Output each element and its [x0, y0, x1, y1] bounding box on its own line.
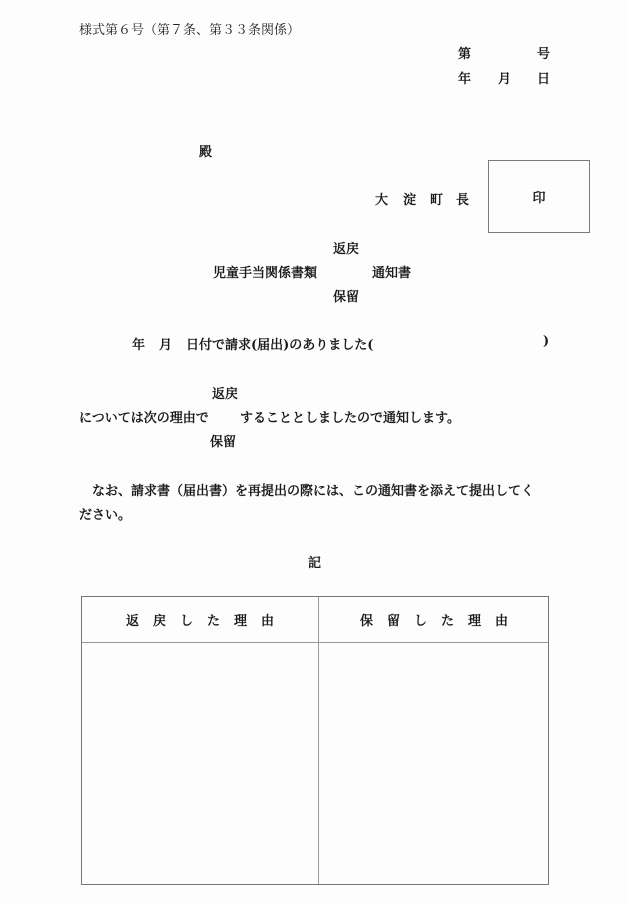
date-line-year: 年: [132, 338, 146, 353]
issuer-char-4: 長: [456, 193, 470, 208]
notice-option-return: 返戻: [212, 387, 239, 402]
seal-label: 印: [532, 191, 546, 206]
date-day: 日: [537, 72, 551, 87]
notice-prefix: については次の理由で: [79, 411, 209, 426]
record-heading: 記: [308, 556, 322, 571]
title-subject: 児童手当関係書類: [213, 266, 318, 281]
date-line-close-paren: ): [543, 334, 550, 349]
reason-table: [81, 596, 549, 885]
title-suffix: 通知書: [372, 266, 412, 281]
note-line-2: ださい。: [79, 508, 132, 523]
issuer-char-3: 町: [430, 193, 444, 208]
title-option-hold: 保留: [333, 290, 360, 305]
title-option-return: 返戻: [333, 242, 360, 257]
date-line-month: 月: [159, 338, 173, 353]
date-year: 年: [458, 72, 472, 87]
header-hold-reason: 保留した理由: [359, 614, 522, 629]
date-line-day-text: 日付で請求(届出)のありました(: [186, 338, 374, 353]
issuer-char-1: 大: [375, 193, 389, 208]
notice-suffix: することとしましたので通知します。: [240, 411, 460, 426]
notice-option-hold: 保留: [210, 435, 237, 450]
return-reason-cell[interactable]: [82, 643, 318, 884]
hold-reason-cell[interactable]: [319, 643, 548, 884]
note-line-1: なお、請求書（届出書）を再提出の際には、この通知書を添えて提出してく: [92, 484, 535, 499]
form-label: 様式第６号（第７条、第３３条関係）: [79, 23, 301, 38]
document-number-suffix: 号: [537, 47, 551, 62]
issuer-char-2: 淀: [403, 193, 417, 208]
header-return-reason: 返戻した理由: [125, 614, 288, 629]
document-number-prefix: 第: [458, 47, 472, 62]
recipient-honorific: 殿: [199, 145, 213, 160]
seal-box: [488, 160, 590, 233]
date-month: 月: [498, 72, 512, 87]
